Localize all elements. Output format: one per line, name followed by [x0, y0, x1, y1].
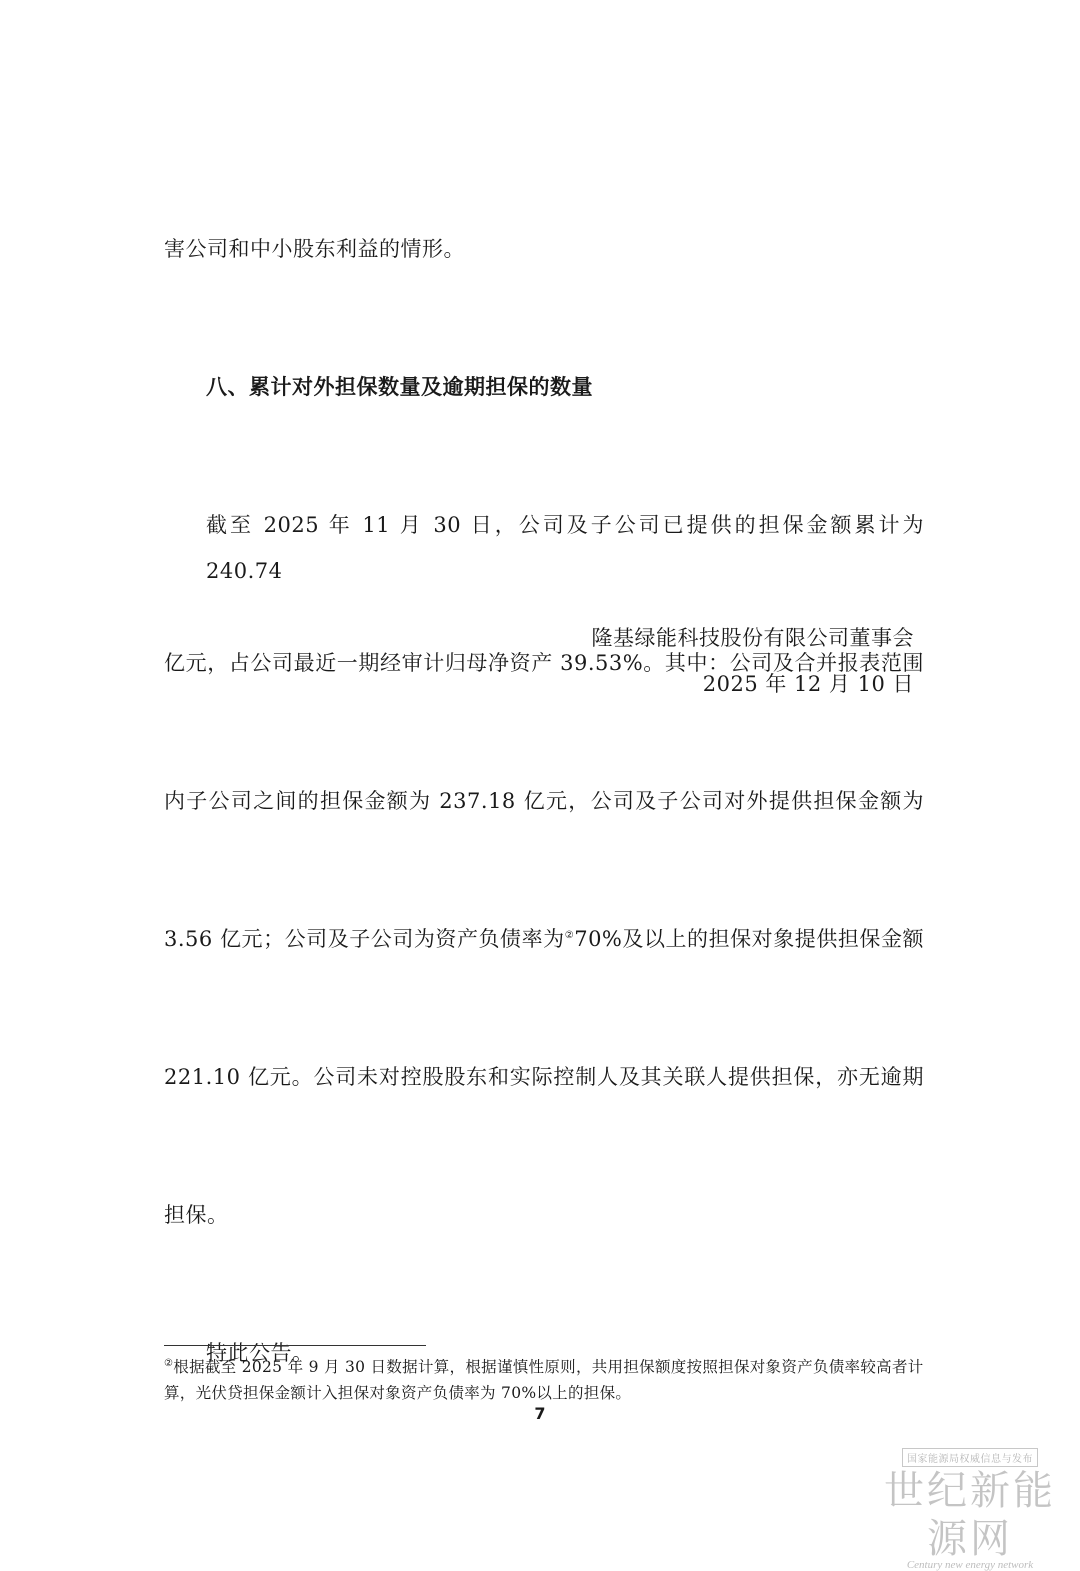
- paragraph-continuation: 害公司和中小股东利益的情形。: [164, 237, 465, 261]
- paragraph-line: 截至 2025 年 11 月 30 日，公司及子公司已提供的担保金额累计为 240.74: [206, 513, 924, 583]
- signature-company: 隆基绿能科技股份有限公司董事会: [591, 626, 914, 650]
- paragraph-line: 亿元，占公司最近一期经审计归母净资产 39.53%。其中：公司及合并报表范围: [164, 651, 924, 675]
- watermark-caption: 国家能源局权威信息与发布: [902, 1448, 1038, 1467]
- footnote-divider: [164, 1345, 426, 1346]
- watermark-logo: [870, 1447, 1070, 1571]
- closing-text: 特此公告。: [206, 1341, 314, 1365]
- line-text-before-mark: 3.56 亿元；公司及子公司为资产负债率为: [164, 927, 565, 951]
- footnote-line: 算，光伏贷担保金额计入担保对象资产负债率为 70%以上的担保。: [164, 1384, 632, 1402]
- line-text-after-mark: 70%及以上的担保对象提供担保金额: [574, 927, 924, 951]
- page-number: 7: [534, 1404, 546, 1423]
- signature-date: 2025 年 12 月 10 日: [702, 672, 914, 696]
- body-text: [164, 134, 924, 1468]
- footnote-reference[interactable]: ②: [564, 930, 575, 941]
- footnote-mark: ②: [164, 1357, 174, 1369]
- paragraph-line-with-footnote: [164, 916, 924, 962]
- paragraph-line: 担保。: [164, 1203, 229, 1227]
- footnote-text: 根据截至 2025 年 9 月 30 日数据计算，根据谨慎性原则，共用担保额度按照担保对象资产负债率较高者计: [173, 1358, 924, 1376]
- paragraph-line: 内子公司之间的担保金额为 237.18 亿元，公司及子公司对外提供担保金额为: [164, 789, 924, 813]
- watermark-subtitle: Century new energy network: [906, 1559, 1034, 1571]
- footnote: [164, 1354, 924, 1406]
- footnote-line: [164, 1354, 924, 1380]
- paragraph-line: 221.10 亿元。公司未对控股股东和实际控制人及其关联人提供担保，亦无逾期: [164, 1065, 924, 1089]
- watermark-title: 世纪新能源网: [884, 1468, 1056, 1562]
- section-heading: 八、累计对外担保数量及逾期担保的数量: [206, 375, 593, 399]
